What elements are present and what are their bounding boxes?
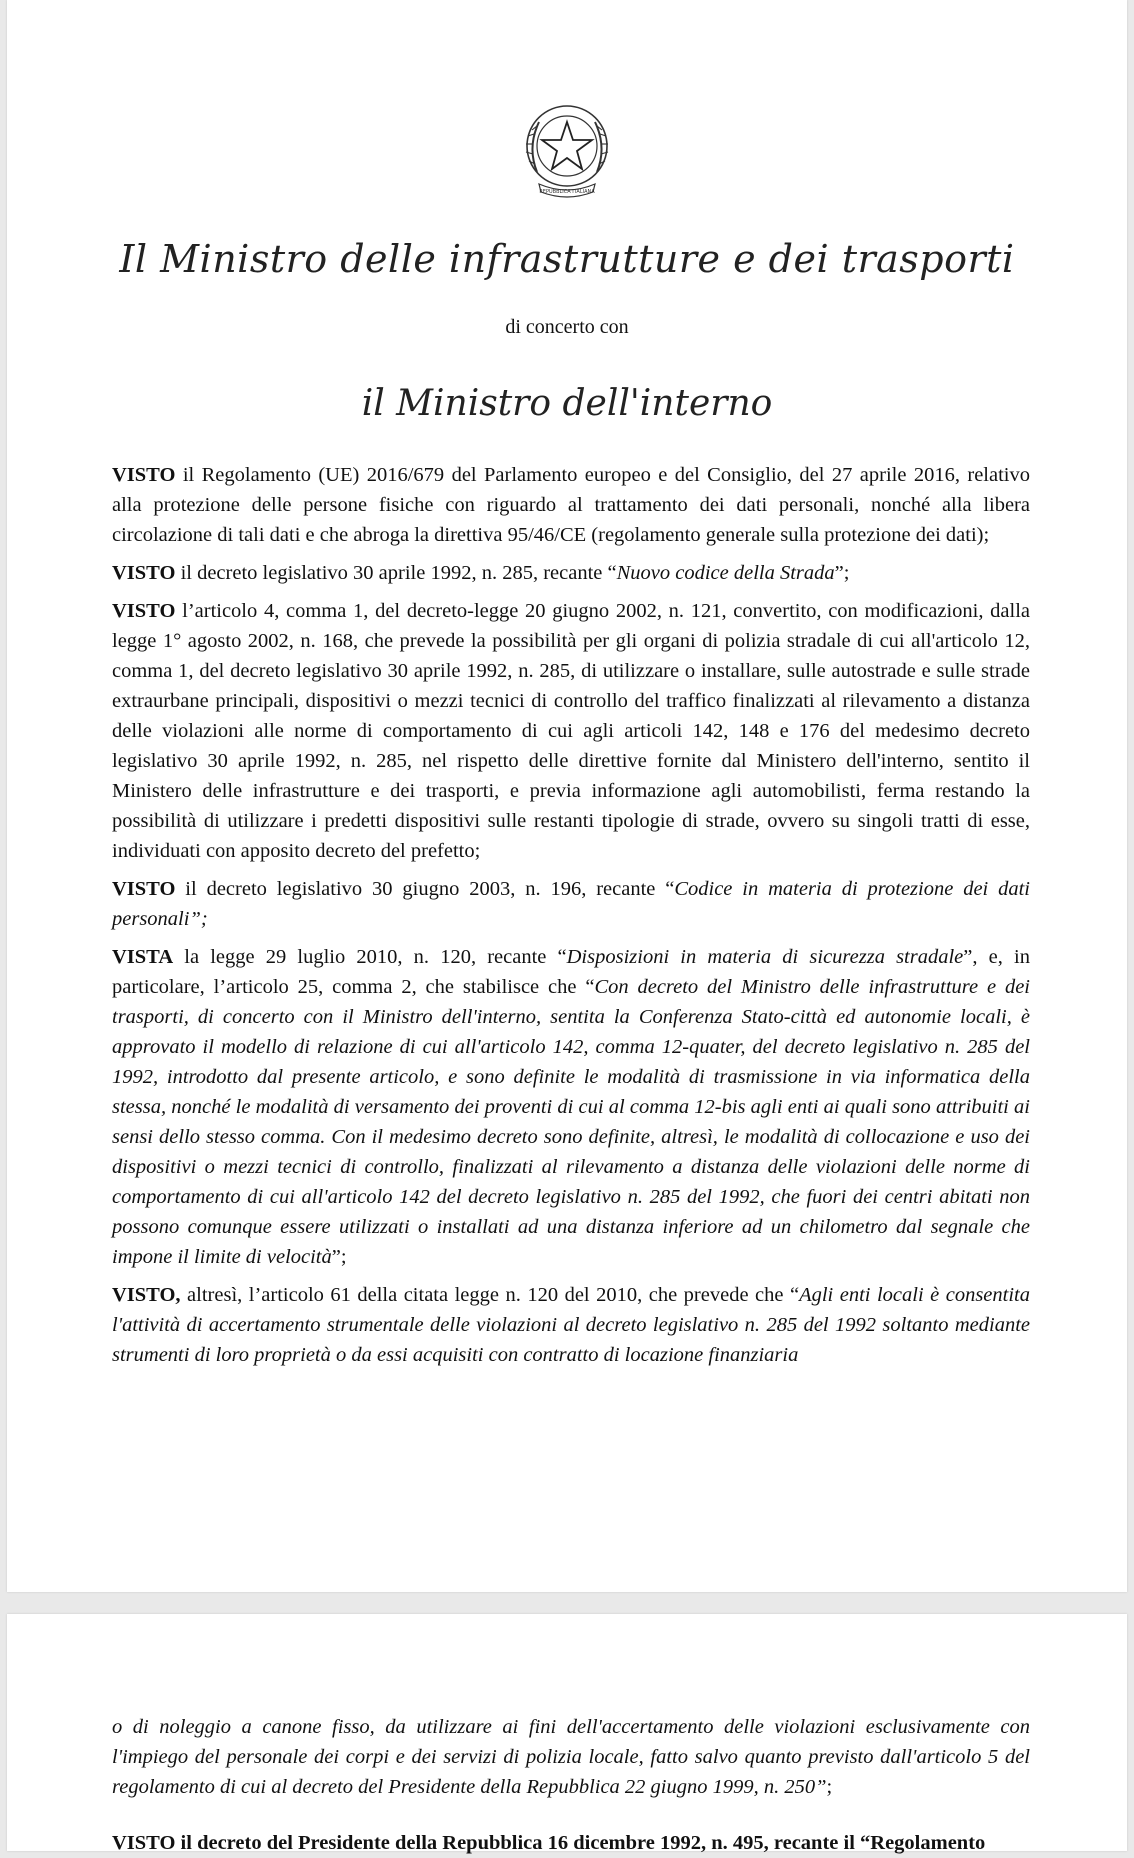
paragraph-text: il decreto legislativo 30 aprile 1992, n. 285, recante “	[175, 562, 617, 584]
cutoff-text: VISTO il decreto del Presidente della Repubblica 16 dicembre 1992, n. 495, recante il “Regolamento	[112, 1832, 986, 1854]
paragraph-text: la legge 29 luglio 2010, n. 120, recante “	[173, 946, 567, 968]
document-page-1	[7, 0, 1127, 1592]
paragraph-lead: VISTO	[112, 464, 176, 486]
paragraph-tail: ”;	[331, 1246, 347, 1268]
paragraph-lead: VISTO	[112, 562, 176, 584]
paragraph-dl-121	[112, 596, 1030, 866]
concerto-line: di concerto con	[505, 316, 629, 338]
paragraph-lead: VISTO	[112, 878, 176, 900]
paragraph-lead: VISTO	[112, 600, 176, 622]
paragraph-quote: Codice in materia di protezione dei dati personali”;	[112, 878, 1031, 930]
paragraph-quote: Nuovo codice della Strada	[616, 562, 835, 584]
paragraph-quote: o di noleggio a canone fisso, da utilizzare ai fini dell'accertamento delle violazioni esclusivamente con l'impiego del personale dei corpi e dei servizi di polizia locale, fatto salvo quanto previsto dall'articolo 5 del regolamento di cui al decreto del Presidente della Repubblica 22 giugno 1999, n. 250”	[112, 1716, 1030, 1798]
paragraph-lead: VISTO,	[112, 1284, 181, 1306]
paragraph-gdpr	[112, 460, 1030, 550]
co-ministry-title: il Ministro dell'interno	[361, 383, 773, 424]
italian-republic-emblem-icon	[517, 102, 617, 200]
paragraph-text: il decreto legislativo 30 giugno 2003, n. 196, recante “	[175, 878, 675, 900]
paragraph-codice-strada	[112, 558, 1030, 588]
cutoff-next-paragraph	[112, 1832, 1030, 1854]
paragraph-text: il Regolamento (UE) 2016/679 del Parlamento europeo e del Consiglio, del 27 aprile 2016, relativo alla protezione delle persone fisiche con riguardo al trattamento dei dati personali, nonché alla libera circolazione di tali dati e che abroga la direttiva 95/46/CE (regolamento generale sulla protezione dei dati);	[112, 464, 1030, 546]
paragraph-article-61	[112, 1280, 1030, 1370]
paragraph-privacy-code	[112, 874, 1030, 934]
paragraph-quote-article-25: Con decreto del Ministro delle infrastrutture e dei trasporti, di concerto con il Ministro dell'interno, sentita la Conferenza Stato-città ed autonomie locali, è approvato il modello di relazione di cui all'articolo 142, comma 12-quater, del decreto legislativo n. 285 del 1992, introdotto dal presente articolo, e sono definite le modalità di trasmissione in via informatica della stessa, nonché le modalità di versamento dei proventi di cui al comma 12-bis agli enti ai quali sono attribuiti ai sensi dello stesso comma. Con il medesimo decreto sono definite, altresì, le modalità di collocazione e uso dei dispositivi o mezzi tecnici di controllo, finalizzati al rilevamento a distanza delle violazioni delle norme di comportamento di cui all'articolo 142 del decreto legislativo n. 285 del 1992, che fuori dei centri abitati non possono comunque essere utilizzati o installati ad una distanza inferiore ad un chilometro dal segnale che impone il limite di velocità	[112, 976, 1030, 1268]
paragraph-text: altresì, l’articolo 61 della citata legge n. 120 del 2010, che prevede che “	[180, 1284, 800, 1306]
paragraph-lead: VISTA	[112, 946, 174, 968]
document-body	[112, 460, 1030, 1378]
paragraph-continuation	[112, 1712, 1030, 1802]
paragraph-text: l’articolo 4, comma 1, del decreto-legge 20 giugno 2002, n. 121, convertito, con modificazioni, dalla legge 1° agosto 2002, n. 168, che prevede la possibilità per gli organi di polizia stradale di cui all'articolo 12, comma 1, del decreto legislativo 30 aprile 1992, n. 285, di utilizzare o installare, sulle autostrade e sulle strade extraurbane principali, dispositivi o mezzi tecnici di controllo del traffico finalizzati al rilevamento a distanza delle violazioni alle norme di comportamento di cui agli articoli 142, 148 e 176 del medesimo decreto legislativo 30 aprile 1992, n. 285, nel rispetto delle direttive fornite dal Ministero dell'interno, sentito il Ministero delle infrastrutture e dei trasporti, e previa informazione agli automobilisti, ferma restando la possibilità di utilizzare i predetti dispositivi sulle restanti tipologie di strade, ovvero su singoli tratti di esse, individuati con apposito decreto del prefetto;	[112, 600, 1030, 862]
paragraph-legge-120	[112, 942, 1030, 1272]
emblem-banner-text: REPUBBLICA ITALIANA	[539, 189, 595, 195]
continuation-text	[112, 1712, 1030, 1802]
paragraph-quote: Agli enti locali è consentita l'attività di accertamento strumentale delle violazioni al decreto legislativo n. 285 del 1992 soltanto mediante strumenti di loro proprietà o da essi acquisiti con contratto di locazione finanziaria	[112, 1284, 1030, 1366]
paragraph-mid: ”, e, in particolare, l’articolo 25, comma 2, che stabilisce che “	[112, 946, 1030, 998]
paragraph-quote: Disposizioni in materia di sicurezza stradale	[566, 946, 964, 968]
paragraph-tail: ”;	[834, 562, 850, 584]
paragraph-tail: ;	[826, 1776, 833, 1798]
document-page-2	[7, 1614, 1127, 1854]
ministry-title: Il Ministro delle infrastrutture e dei trasporti	[119, 237, 1015, 281]
